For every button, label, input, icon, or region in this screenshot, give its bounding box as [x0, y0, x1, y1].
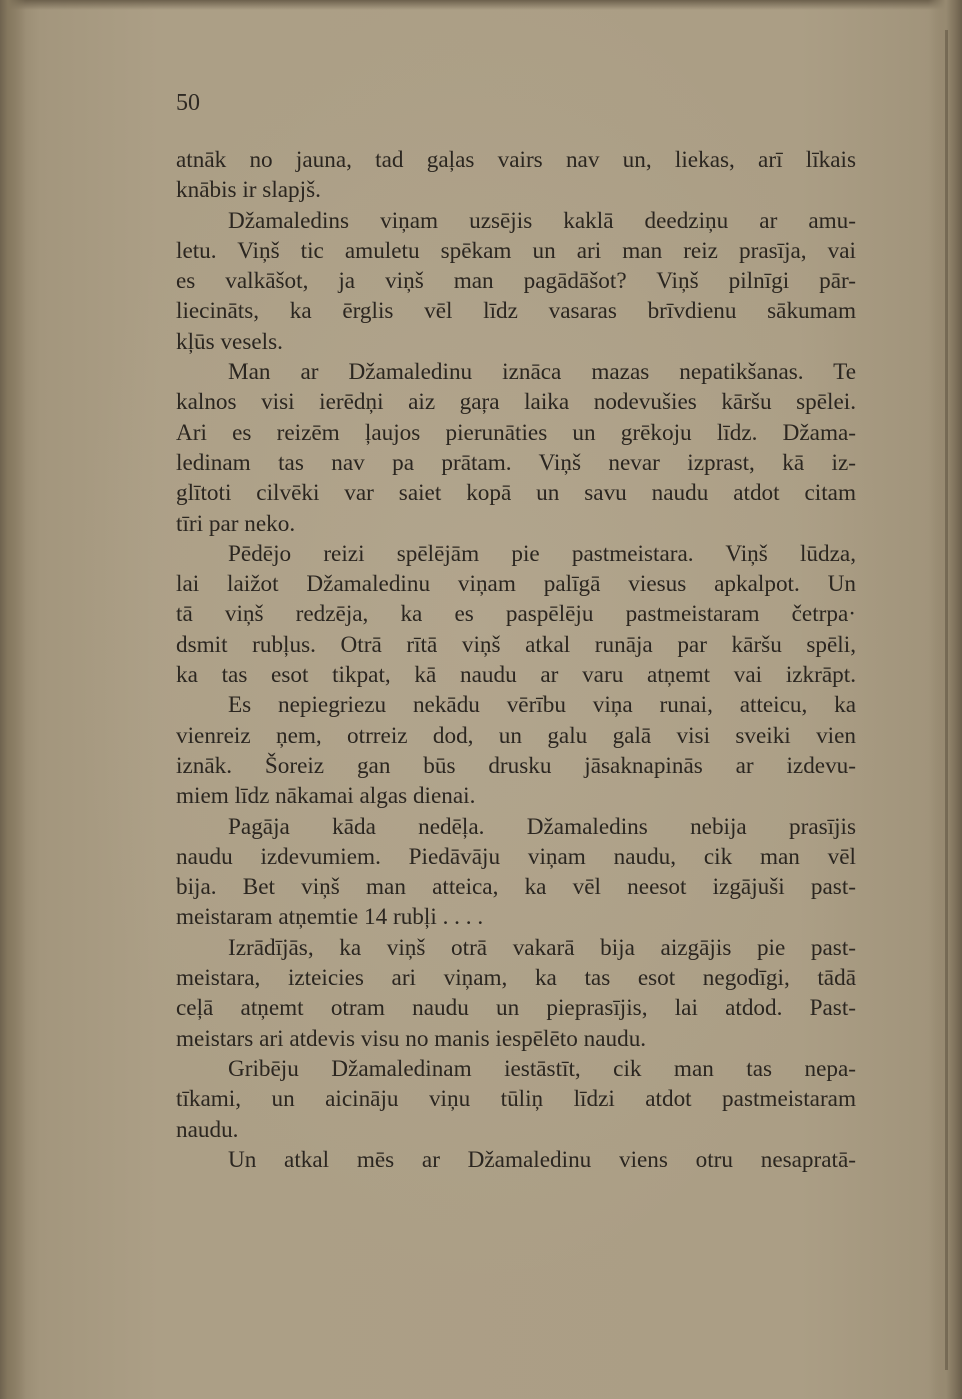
text-line: Pēdējo reizi spēlējām pie pastmeistara. Viņš lūdza,: [228, 540, 856, 567]
text-line: miem līdz nākamai algas dienai.: [176, 783, 476, 810]
text-line: kļūs vesels.: [176, 328, 283, 355]
text-line: ceļā atņemt otram naudu un pieprasījis, lai atdod. Past-: [176, 995, 856, 1022]
top-edge-shadow: [0, 0, 962, 10]
text-line: kalnos visi ierēdņi aiz gaŗa laika nodevušies kāršu spēlei.: [176, 389, 856, 416]
text-line: bija. Bet viņš man atteica, ka vēl neesot izgājuši past-: [176, 874, 856, 901]
text-line: lai laižot Džamaledinu viņam palīgā viesus apkalpot. Un: [176, 571, 856, 598]
text-line: vienreiz ņem, otrreiz dod, un galu galā visi sveiki vien: [176, 722, 856, 749]
text-line: knābis ir slapjš.: [176, 177, 321, 204]
text-line: tīri par neko.: [176, 510, 296, 537]
text-line: tā viņš redzēja, ka es paspēlēju pastmeistaram četrpa·: [176, 601, 856, 628]
text-line: naudu izdevumiem. Piedāvāju viņam naudu, cik man vēl: [176, 843, 856, 870]
right-page-fold: [945, 30, 948, 1370]
text-line: Man ar Džamaledinu iznāca mazas nepatikšanas. Te: [228, 359, 856, 386]
text-line: meistara, izteicies ari viņam, ka tas esot negodīgi, tādā: [176, 965, 856, 992]
text-line: meistaram atņemtie 14 rubļi . . . .: [176, 904, 484, 931]
text-line: atnāk no jauna, tad gaļas vairs nav un, liekas, arī līkais: [176, 147, 856, 173]
text-line: letu. Viņš tic amuletu spēkam un ari man reiz prasīja, vai: [176, 237, 856, 264]
text-line: dsmit rubļus. Otrā rītā viņš atkal runāja par kāršu spēli,: [176, 631, 856, 658]
text-line: ka tas esot tikpat, kā naudu ar varu atņemt vai izkrāpt.: [176, 662, 856, 689]
text-line: es valkāšot, ja viņš man pagādāšot? Viņš pilnīgi pār-: [176, 268, 856, 295]
text-line: glītoti cilvēki var saiet kopā un savu naudu atdot citam: [176, 480, 856, 507]
text-line: naudu.: [176, 1116, 239, 1143]
text-line: meistars ari atdevis visu no manis iespēlēto naudu.: [176, 1025, 647, 1052]
text-line: Ari es reizēm ļaujos pierunāties un grēkoju līdz. Džama-: [176, 419, 856, 446]
page-number: 50: [176, 90, 200, 116]
text-line: liecināts, ka ērglis vēl līdz vasaras brīvdienu sākumam: [176, 298, 856, 325]
body-text: [176, 145, 856, 1175]
text-line: Pagāja kāda nedēļa. Džamaledins nebija prasījis: [228, 813, 856, 840]
text-line: iznāk. Šoreiz gan būs drusku jāsaknapinās ar izdevu-: [176, 752, 856, 779]
text-line: Džamaledins viņam uzsējis kaklā deedziņu ar amu-: [228, 207, 856, 234]
text-line: ledinam tas nav pa prātam. Viņš nevar izprast, kā iz-: [176, 449, 856, 476]
text-line: Izrādījās, ka viņš otrā vakarā bija aizgājis pie past-: [228, 934, 856, 961]
text-line: Gribēju Džamaledinam iestāstīt, cik man tas nepa-: [228, 1055, 856, 1082]
text-line: Es nepiegriezu nekādu vērību viņa runai, atteicu, ka: [228, 692, 856, 719]
text-line: Un atkal mēs ar Džamaledinu viens otru nesapratā-: [228, 1146, 856, 1173]
text-line: tīkami, un aicināju viņu tūliņ līdzi atdot pastmeistaram: [176, 1086, 856, 1113]
left-page-edge: [0, 0, 26, 1399]
